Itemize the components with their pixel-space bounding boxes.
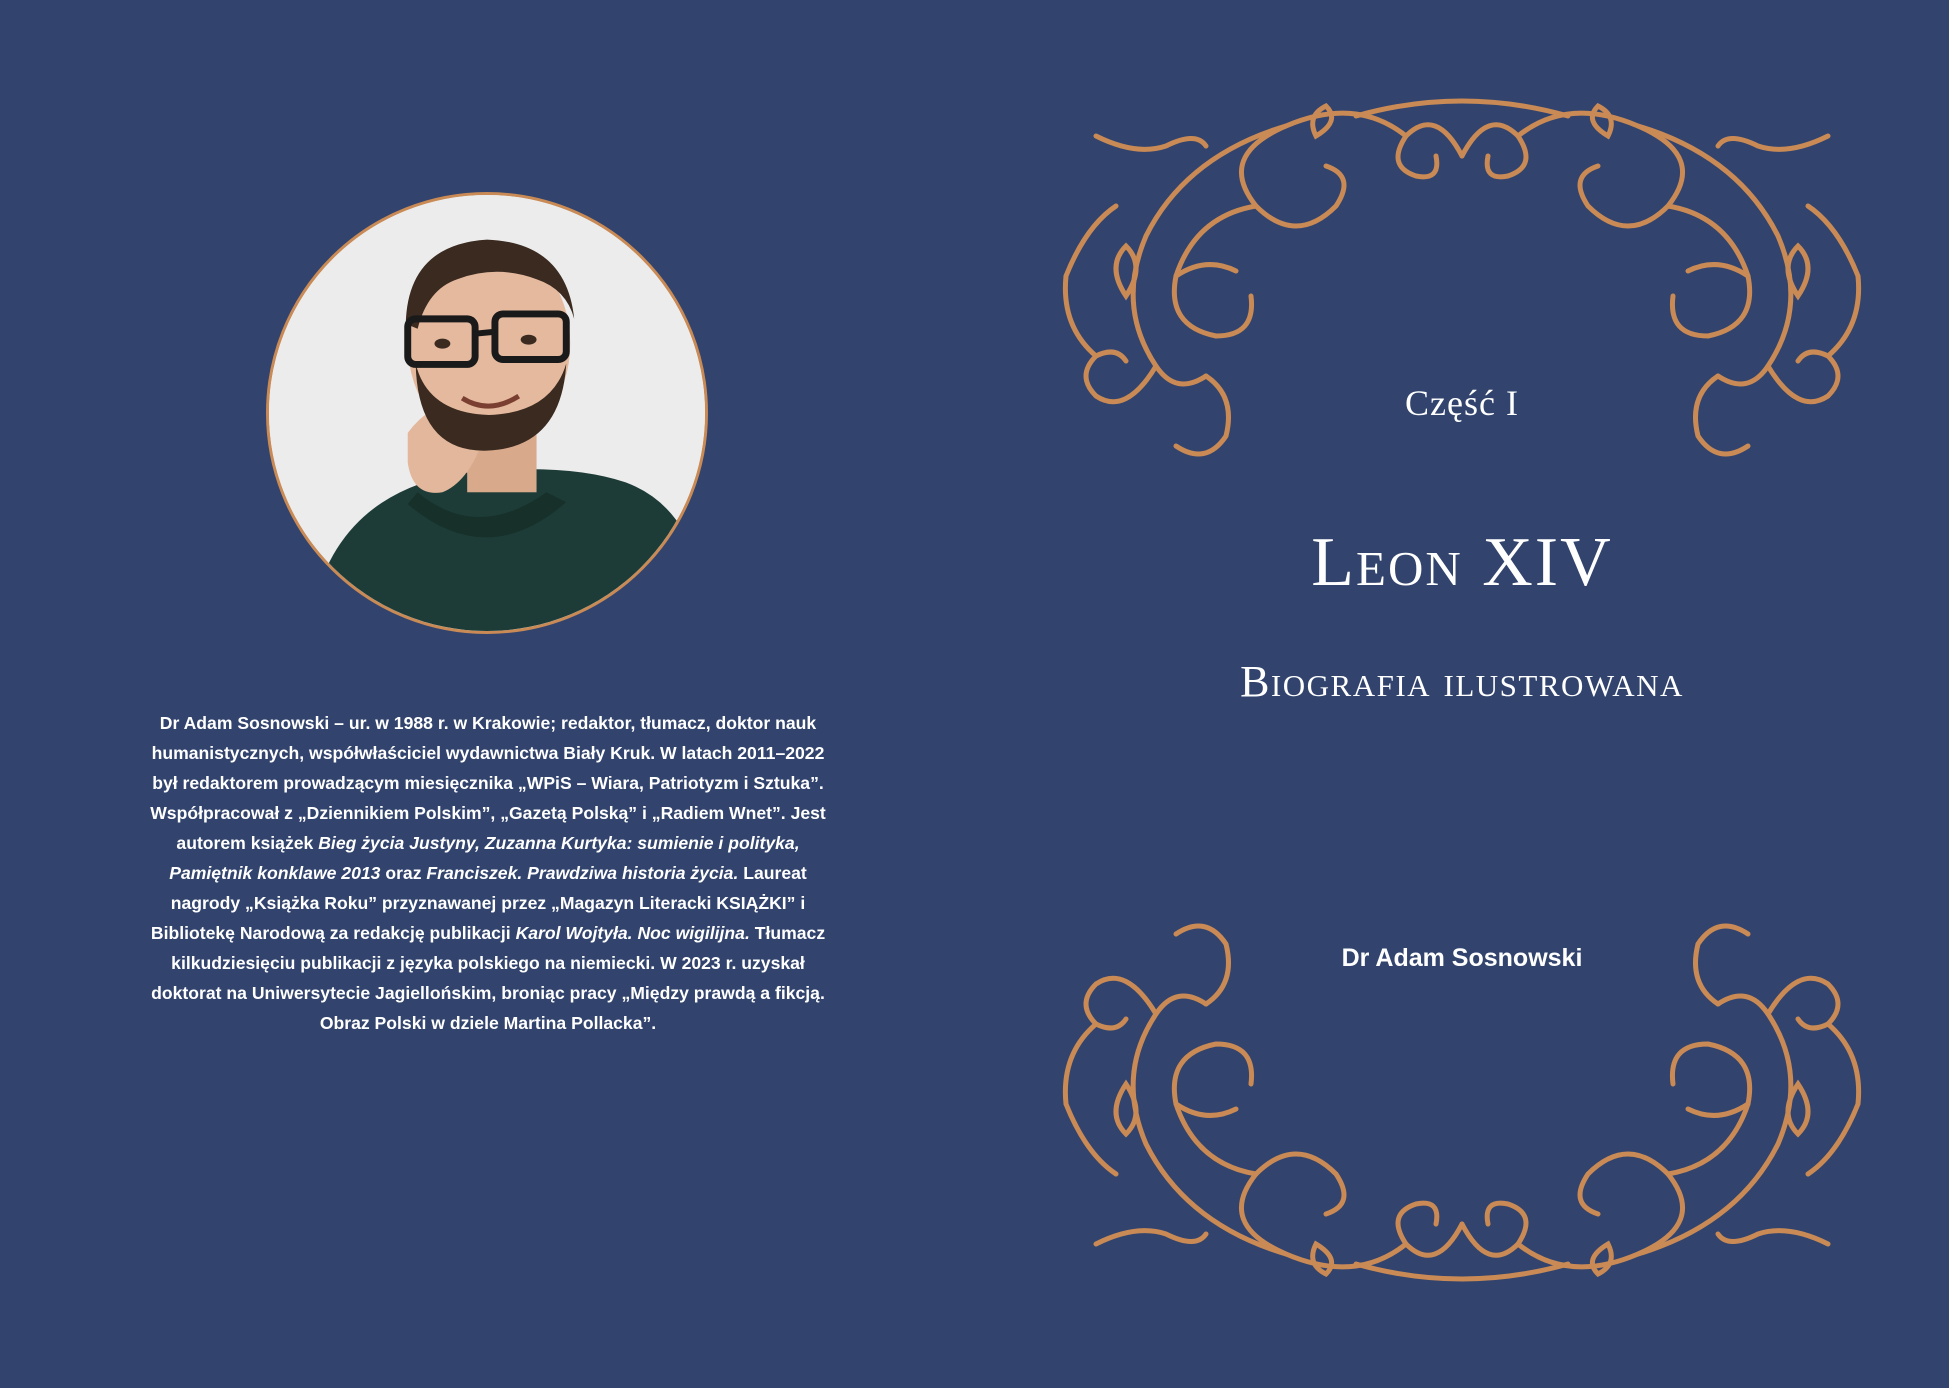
bio-text-3: Laureat nagrody „Książka Roku” przyznawanej przez „Magazyn Literacki KSIĄŻKI” i Bibliotekę Narodową za redakcję publikacji — [150, 863, 807, 943]
bio-books-1: Bieg życia Justyny, Zuzanna Kurtyka: sumienie i polityka, Pamiętnik konklawe 2013 — [169, 833, 800, 883]
author-photo — [269, 195, 705, 631]
book-title: Leon XIV — [1311, 524, 1613, 601]
bio-book-3: Karol Wojtyła. Noc wigilijna. — [515, 923, 750, 943]
bio-text-2: oraz — [380, 863, 427, 883]
bio-book-2: Franciszek. Prawdziwa historia życia. — [426, 863, 739, 883]
bio-text-1: Dr Adam Sosnowski – ur. w 1988 r. w Krakowie; redaktor, tłumacz, doktor nauk humanistycznych, współwłaściciel wydawnictwa Biały Kruk. W latach 2011–2022 był redaktorem prowadzącym miesięcznika „WPiS – Wiara, Patriotyzm i Sztuka”. Współpracował z „Dziennikiem Polskim”, „Gazetą Polską” i „Radiem Wnet”. Jest autorem książek — [150, 713, 826, 853]
author-name: Dr Adam Sosnowski — [1341, 944, 1583, 972]
book-subtitle: Biografia ilustrowana — [1240, 657, 1684, 706]
author-portrait — [266, 192, 708, 634]
author-bio — [140, 708, 836, 1038]
bio-text-4: Tłumacz kilkudziesięciu publikacji z języka polskiego na niemiecki. W 2023 r. uzyskał doktorat na Uniwersytecie Jagiellońskim, broniąc pracy „Między prawdą a fikcją. Obraz Polski w dziele Martina Pollacka”. — [151, 923, 826, 1033]
part-label: Część I — [1405, 383, 1519, 423]
